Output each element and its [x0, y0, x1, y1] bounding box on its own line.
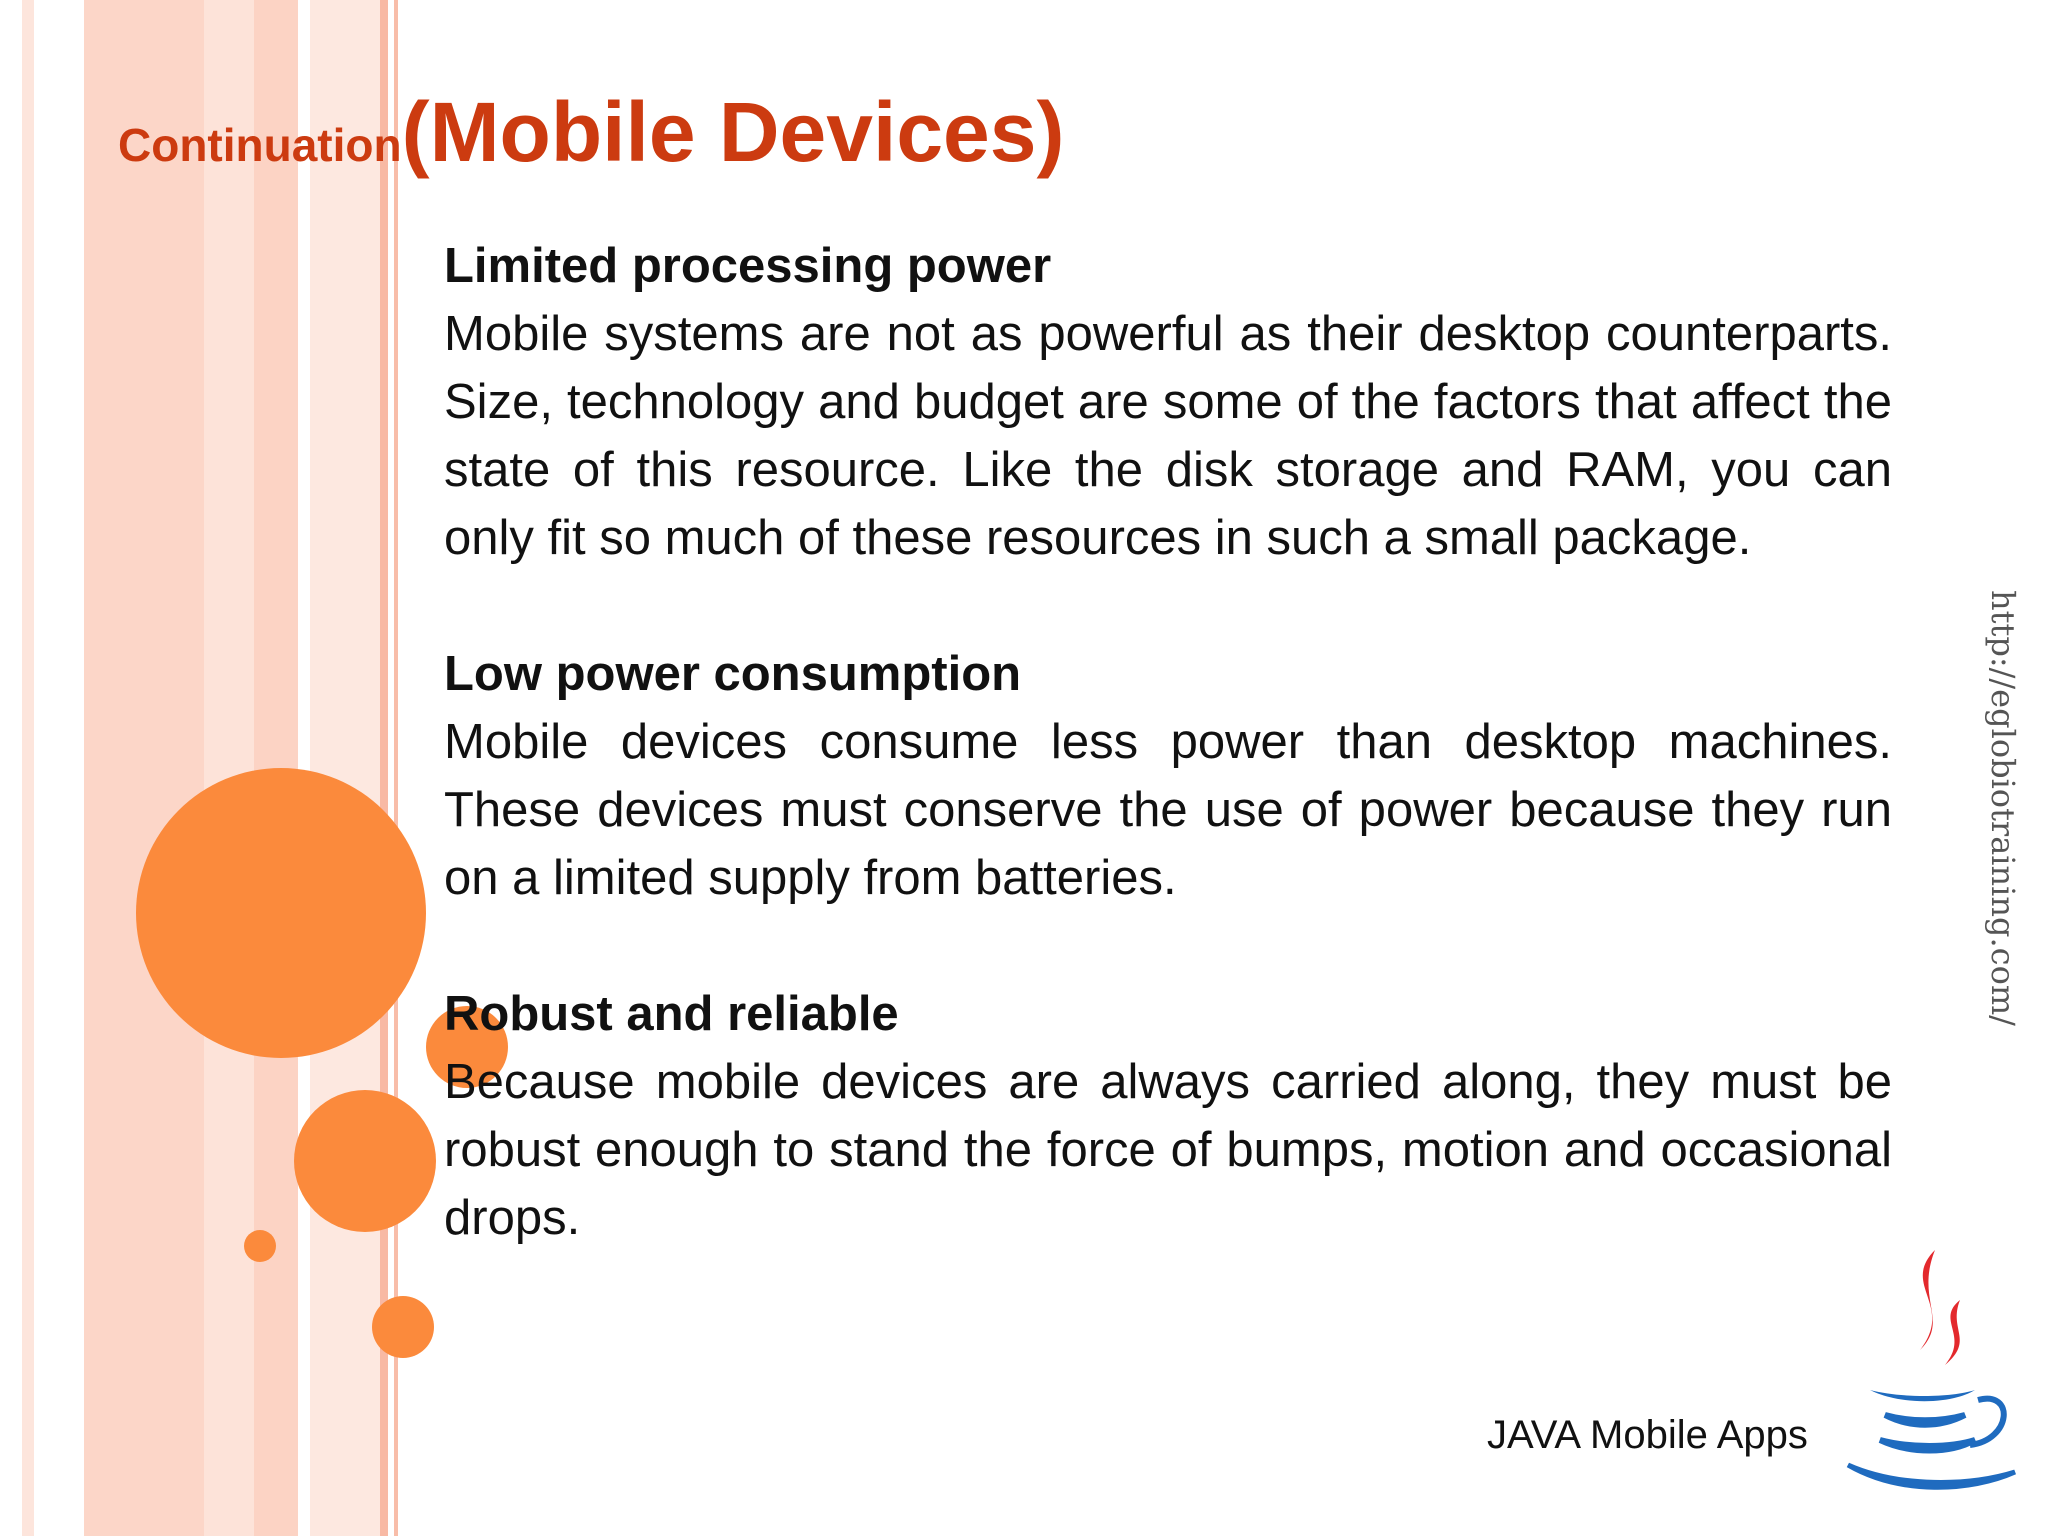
section-body: Mobile devices consume less power than desktop machines. These devices must conserve the use of power because they run on a limited supply from batteries.	[444, 715, 1892, 905]
decorative-circle-medium	[294, 1090, 436, 1232]
section-body: Mobile systems are not as powerful as their desktop counterparts. Size, technology and budget are some of the factors that affect the state of this resource. Like the disk storage and RAM, you can only fit so much of these resources in such a small package.	[444, 307, 1892, 565]
section-robust-and-reliable	[444, 980, 1892, 1252]
slide-content	[444, 232, 1892, 1320]
background-stripes	[0, 0, 420, 1536]
decorative-circle-bottom	[372, 1296, 434, 1358]
decorative-circle-large	[136, 768, 426, 1058]
decorative-circle-tiny	[244, 1230, 276, 1262]
page-title	[118, 84, 1064, 181]
section-heading: Robust and reliable	[444, 987, 899, 1041]
section-low-power-consumption	[444, 640, 1892, 912]
java-logo-icon	[1840, 1240, 2020, 1500]
section-heading: Limited processing power	[444, 239, 1052, 293]
section-heading: Low power consumption	[444, 647, 1022, 701]
section-body: Because mobile devices are always carried along, they must be robust enough to stand the force of bumps, motion and occasional drops.	[444, 1055, 1892, 1245]
title-prefix: Continuation	[118, 119, 402, 171]
footer-label: JAVA Mobile Apps	[1487, 1413, 1808, 1457]
side-url-text: http://eglobiotraining.com/	[1984, 590, 2022, 1026]
section-limited-processing-power	[444, 232, 1892, 572]
title-main: (Mobile Devices)	[401, 85, 1065, 179]
